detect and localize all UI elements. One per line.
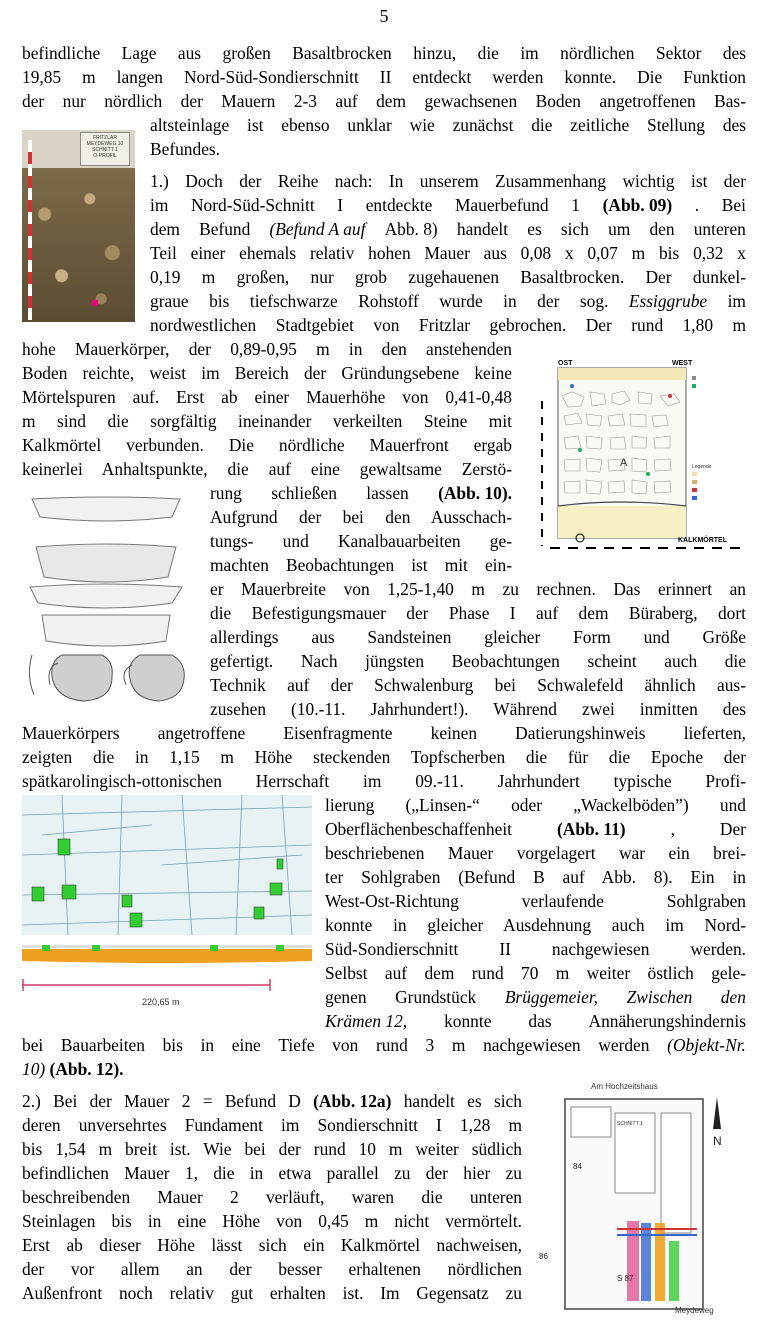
- measuring-rod: [28, 140, 32, 320]
- text-line: Technik auf der Schwalenburg bei Schwalefeld ähnlich aus-: [210, 675, 746, 695]
- text-line: konnte in gleicher Ausdehnung auch im Nord-: [325, 915, 746, 935]
- text-line: Boden reichte, weist im Bereich der Gründungsebene keine: [22, 363, 512, 383]
- text-line: dem Befund (Befund A auf Abb. 8) handelt es sich um den unteren: [150, 219, 746, 239]
- svg-text:A: A: [620, 457, 628, 469]
- text-line: keinerlei Anhaltspunkte, die auf eine gewaltsame Zerstö-: [22, 459, 512, 479]
- text-line: rung schließen lassen (Abb. 10).: [210, 483, 512, 503]
- text-line: Kalkmörtel verbunden. Die nördliche Mauerfront ergab: [22, 435, 512, 455]
- text-line: befindliche Lage aus großen Basaltbrocken hinzu, die im nördlichen Sektor des: [22, 43, 746, 63]
- text-line: genen Grundstück Brüggemeier, Zwischen den: [325, 987, 746, 1007]
- text-line: 19,85 m langen Nord-Süd-Sondierschnitt II entdeckt werden konnte. Die Funktion: [22, 67, 746, 87]
- text-line: [22, 1305, 522, 1319]
- svg-text:SCHNITT 1: SCHNITT 1: [617, 1121, 643, 1127]
- text-line: 0,19 m großen, nur grob zugehauenen Basaltbrocken. Der dunkel-: [150, 267, 746, 287]
- text-line: allerdings aus Sandsteinen gleicher Form und Größe: [210, 627, 746, 647]
- svg-text:N: N: [713, 1134, 722, 1148]
- text-line: bis 1,54 m breit ist. Wie bei der rund 10 m weiter südlich: [22, 1139, 522, 1159]
- text-line: spätkarolingisch-ottonischen Herrschaft im 09.-11. Jahrhundert typische Profi-: [22, 771, 746, 791]
- text-line: machten Beobachtungen ist mit ein-: [210, 555, 512, 575]
- text-line: graue bis tiefschwarze Rohstoff wurde in der sog. Essiggrube im: [150, 291, 746, 311]
- text-line: gefertigt. Nach jüngsten Beobachtungen scheint auch die: [210, 651, 746, 671]
- text-line: beschreibenden Mauer 2 verläuft, waren die unteren: [22, 1187, 522, 1207]
- text-line: nordwestlichen Stadtgebiet von Fritzlar gebrochen. Der rund 1,80 m: [150, 315, 746, 335]
- text-line: lierung („Linsen-“ oder „Wackelböden”) und: [325, 795, 746, 815]
- text-line: zusehen (10.-11. Jahrhundert!). Während zwei inmitten des: [210, 699, 746, 719]
- svg-text:WEST: WEST: [672, 360, 693, 367]
- text-line: der nur nördlich der Mauern 2-3 auf dem gewachsenen Boden angetroffenen Bas-: [22, 91, 746, 111]
- text-line: Mauerkörpers angetroffene Eisenfragmente keinen Datierungshinweis lieferten,: [22, 723, 746, 743]
- text-line: Oberflächenbeschaffenheit (Abb. 11) , Der: [325, 819, 746, 839]
- text-line: Selbst auf dem rund 70 m weiter östlich gele-: [325, 963, 746, 983]
- page-number: 5: [379, 6, 389, 26]
- text-line: Steinlagen bis in eine Höhe von 0,45 m nicht vermörtelt.: [22, 1211, 522, 1231]
- text-line: beschriebenen Mauer vorgelagert war ein brei-: [325, 843, 746, 863]
- svg-text:84: 84: [573, 1162, 582, 1171]
- text-line: 2.) Bei der Mauer 2 = Befund D (Abb. 12a) handelt es sich: [22, 1091, 522, 1111]
- svg-text:OST: OST: [558, 360, 573, 367]
- text-line: West-Ost-Richtung verlaufende Sohlgraben: [325, 891, 746, 911]
- text-line: hohe Mauerkörper, der 0,89-0,95 m in den anstehenden: [22, 339, 512, 359]
- photo-sign: FRITZLAR MEYDEWEG 10 SCHNITT 1 O-PROFIL: [80, 132, 130, 166]
- text-line: Krämen 12, konnte das Annäherungshindernis: [325, 1011, 746, 1031]
- text-line: altsteinlage ist ebenso unklar wie zunächst die zeitliche Stellung des: [150, 115, 746, 135]
- text-line: Teil einer ehemals relativ hohen Mauer aus 0,08 x 0,07 m bis 0,32 x: [150, 243, 746, 263]
- text-line: tungs- und Kanalbauarbeiten ge-: [210, 531, 512, 551]
- text-line: deren unversehrtes Fundament im Sondierschnitt I 1,28 m: [22, 1115, 522, 1135]
- wall-profile-drawing: [520, 356, 746, 554]
- text-line: Aufgrund der bei den Ausschach-: [210, 507, 512, 527]
- text-line: zeigten die in 1,15 m Höhe steckenden Topfscherben die für die Epoche der: [22, 747, 746, 767]
- text-line: 1.) Doch der Reihe nach: In unserem Zusammenhang wichtig ist der: [150, 171, 746, 191]
- text-line: der vor allem an der besser erhaltenen nördlichen: [22, 1259, 522, 1279]
- pottery-drawing: [22, 495, 190, 705]
- text-line: befindlichen Mauer 1, die in etwa parallel zu der hier zu: [22, 1163, 522, 1183]
- text-line: Süd-Sondierschnitt II nachgewiesen werden.: [325, 939, 746, 959]
- text-line: er Mauerbreite von 1,25-1,40 m zu rechnen. Das erinnert an: [210, 579, 746, 599]
- svg-text:86: 86: [539, 1252, 548, 1261]
- text-line: Außenfront noch relativ gut erhalten ist. Im Gegensatz zu: [22, 1283, 522, 1303]
- svg-text:KALKMÖRTEL: KALKMÖRTEL: [678, 537, 727, 544]
- text-line: Erst ab dieser Höhe lässt sich ein Kalkmörtel nachweisen,: [22, 1235, 522, 1255]
- text-line: m sind die sorgfältig ineinander verkeilten Steine mit: [22, 411, 512, 431]
- svg-text:Legende: Legende: [692, 464, 712, 470]
- excavation-plan: [537, 1073, 747, 1317]
- text-line: Befundes.: [150, 139, 221, 159]
- text-line: ter Sohlgraben (Befund B auf Abb. 8). Ein in: [325, 867, 746, 887]
- excavation-photo: [22, 130, 135, 322]
- text-line: bei Bauarbeiten bis in eine Tiefe von rund 3 m nachgewiesen werden (Objekt-Nr.: [22, 1035, 746, 1055]
- svg-text:220,65 m: 220,65 m: [142, 997, 180, 1007]
- text-line: Mörtelspuren auf. Erst ab einer Mauerhöhe von 0,41-0,48: [22, 387, 512, 407]
- text-line: im Nord-Süd-Schnitt I entdeckte Mauerbefund 1 (Abb. 09) . Bei: [150, 195, 746, 215]
- svg-text:S 87: S 87: [617, 1274, 634, 1283]
- site-map-with-section: [22, 795, 312, 1013]
- text-line: 10) (Abb. 12).: [22, 1059, 124, 1079]
- svg-text:Am Hochzeitshaus: Am Hochzeitshaus: [591, 1082, 658, 1091]
- svg-text:Meydeweg: Meydeweg: [675, 1306, 714, 1315]
- text-line: die Befestigungsmauer der Phase I auf dem Büraberg, dort: [210, 603, 746, 623]
